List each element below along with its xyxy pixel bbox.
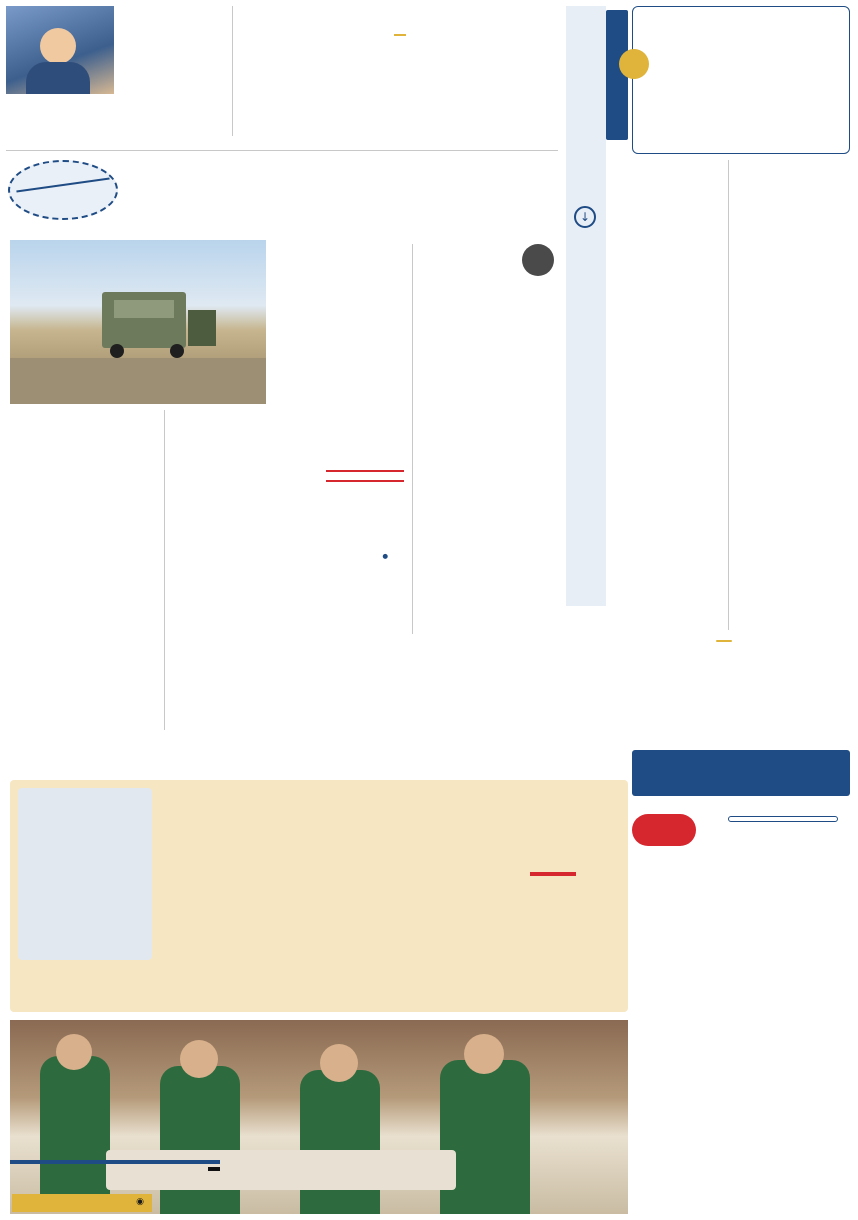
bottom-photo-credit	[208, 1167, 220, 1171]
lead-col5	[272, 560, 408, 730]
pigiri-box	[10, 780, 628, 1012]
alo137-header	[632, 810, 850, 850]
pull-quote	[326, 470, 404, 482]
voices-column	[732, 160, 850, 630]
alo137-title	[728, 816, 838, 822]
lead-col1	[418, 244, 518, 504]
author-avatar	[522, 244, 554, 276]
bottom-photo-caption-bar	[10, 1160, 220, 1194]
camera-icon: ◉	[136, 1197, 144, 1207]
photo-caption-icon: ●	[382, 552, 388, 560]
lead-photo	[10, 240, 266, 404]
pigiri-col1	[402, 788, 518, 1004]
kid-figure-icon	[40, 28, 76, 64]
lead-badge	[8, 160, 118, 220]
top-story-body2	[236, 6, 336, 136]
pigiri-col2	[280, 788, 396, 1004]
contact-tag	[619, 49, 649, 79]
top-story	[6, 6, 558, 146]
pigiri-tag	[530, 872, 576, 876]
bottom-photo-caption	[10, 1160, 220, 1164]
brand-name	[584, 16, 614, 126]
answer-box	[632, 640, 850, 800]
voices-column-2	[630, 160, 726, 630]
masthead	[566, 6, 628, 606]
section-name	[583, 279, 609, 419]
lead-col1b	[418, 508, 558, 638]
top-story-body3	[118, 6, 228, 136]
answer-sub	[632, 750, 850, 796]
author-box	[520, 244, 556, 304]
answer-body	[632, 702, 850, 746]
answer-tag	[716, 640, 732, 642]
arrow-icon: ↓	[574, 206, 596, 228]
bottom-section-label	[12, 1194, 152, 1212]
kid-photo	[6, 6, 114, 94]
lead-col4	[10, 410, 160, 730]
lead-badge-label	[16, 177, 109, 192]
contact-box	[632, 6, 850, 154]
alo137-number	[632, 814, 696, 846]
top-story-body1	[340, 6, 436, 136]
pigiri-title-box	[18, 788, 152, 960]
pigiri-col3	[160, 788, 274, 1004]
